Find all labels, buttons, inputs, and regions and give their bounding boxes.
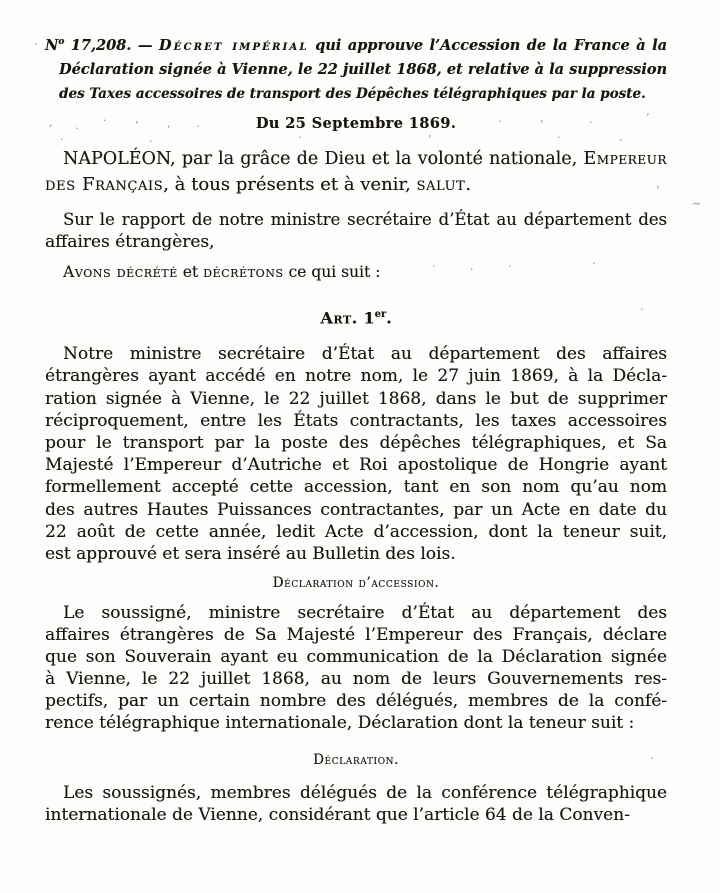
article-1-body-line: [45, 476, 667, 498]
scan-speck: ,: [49, 116, 53, 129]
accession-body-line: [45, 712, 667, 734]
article-1-body-line: [45, 521, 667, 543]
text-segment: rence télégraphique internationale, Déclaration dont la teneur suit :: [45, 713, 635, 734]
text-segment: décrétons: [203, 262, 284, 281]
scan-speck: ’: [428, 133, 432, 146]
document-content: [45, 30, 667, 826]
scan-speck: ·: [592, 257, 596, 270]
scan-speck: ’: [656, 184, 660, 197]
decree-header-line: [45, 58, 667, 82]
text-segment: affaires étrangères,: [45, 231, 215, 252]
text-segment: Art.: [320, 308, 358, 328]
scan-speck: ,: [167, 117, 171, 130]
decree-header: [45, 30, 667, 106]
text-segment: , à tous présents et à venir,: [163, 173, 417, 195]
accession-body-line: [45, 624, 667, 646]
text-segment: ration signée à Vienne, le 22 juillet 1868, dans le but de supprimer: [45, 388, 667, 409]
article-1-body: [45, 343, 667, 565]
text-segment: Notre ministre secrétaire d’État au département des affaires: [63, 344, 667, 365]
accession-body: [45, 602, 667, 734]
text-segment: N: [45, 36, 59, 54]
declaration-body-line: [45, 804, 667, 826]
text-segment: 22 août de cette année, ledit Acte d’accession, dont la teneur suit,: [45, 521, 667, 542]
declaration-body-line: [45, 782, 667, 804]
article-1-body-line: [45, 365, 667, 387]
scan-speck: ·: [557, 131, 561, 144]
accession-body-line: [45, 646, 667, 668]
scan-speck: ~: [692, 197, 702, 210]
scan-speck: ·: [34, 38, 38, 51]
accession-heading: [45, 575, 667, 592]
text-segment: que son Souverain ayant eu communication de la Déclaration signée: [45, 647, 667, 668]
text-segment: Majesté l’Empereur d’Autriche et Roi apostolique de Hongrie ayant: [45, 455, 667, 476]
text-segment: est approuvé et sera inséré au Bulletin des lois.: [45, 543, 456, 564]
text-segment: Du 25 Septembre 1869.: [255, 114, 457, 132]
text-segment: des Taxes accessoires de transport des Dépêches télégraphiques par la poste.: [59, 85, 646, 102]
text-segment: pectifs, par un certain nombre des délégués, membres de la confé-: [45, 691, 667, 712]
scan-speck: ’: [540, 118, 544, 131]
article-1-body-line: [45, 499, 667, 521]
text-segment: Empereur: [583, 148, 667, 169]
text-segment: Le soussigné, ministre secrétaire d’État au département des: [63, 603, 667, 624]
declaration-body: [45, 782, 667, 826]
text-segment: Avons décrété: [63, 262, 178, 281]
date-line: [45, 114, 667, 133]
scan-speck: ’: [135, 119, 139, 132]
accession-body-line: [45, 602, 667, 624]
scan-speck: ·: [619, 134, 623, 147]
scan-speck: ·: [298, 131, 302, 144]
text-segment: pour le transport par la poste des dépêches télégraphiques, et Sa: [45, 432, 667, 453]
text-segment: réciproquement, entre les États contractants, les taxes accessoires: [45, 410, 667, 431]
text-segment: des Français: [45, 173, 164, 195]
text-segment: affaires étrangères de Sa Majesté l’Empereur des Français, déclare: [45, 625, 667, 646]
text-segment: Déclaration.: [313, 752, 399, 769]
scan-speck: .: [75, 119, 79, 132]
decree-formula-line: [45, 262, 667, 283]
article-1-body-line: [45, 543, 667, 565]
decree-formula: [45, 262, 667, 283]
report-para-line: [45, 231, 667, 254]
text-segment: NAPOLÉON, par la grâce de Dieu et la volonté nationale,: [63, 148, 584, 169]
report-para-line: [45, 208, 667, 231]
text-segment: Déclaration d’accession.: [272, 575, 440, 592]
text-segment: 17,208. —: [64, 36, 159, 54]
text-segment: Sur le rapport de notre ministre secrétaire d’État au département des: [63, 209, 667, 229]
declaration-heading-line: [45, 752, 667, 769]
salutation: [45, 147, 667, 197]
scan-speck: ·: [650, 752, 654, 765]
accession-body-line: [45, 690, 667, 712]
text-segment: salut: [416, 173, 466, 195]
article-1-heading-line: [45, 305, 667, 328]
scan-speck: ·: [589, 116, 593, 129]
scan-speck: ·: [498, 115, 502, 128]
article-1-body-line: [45, 432, 667, 454]
text-segment: Les soussignés, membres délégués de la conférence télégraphique: [63, 783, 667, 804]
text-segment: 1: [357, 308, 375, 328]
decree-header-line: [45, 30, 667, 58]
text-segment: étrangères ayant accédé en notre nom, le 27 juin 1869, à la Décla-: [45, 366, 667, 387]
scan-speck: ·: [432, 260, 436, 273]
declaration-heading: [45, 752, 667, 769]
text-segment: o: [58, 37, 65, 47]
scan-speck: ·: [60, 133, 64, 146]
text-segment: Décret impérial: [158, 36, 309, 54]
text-segment: et: [177, 262, 204, 281]
scan-speck: ·: [640, 303, 644, 316]
scan-speck: ·: [149, 135, 153, 148]
decree-header-line: [45, 82, 667, 106]
text-segment: ce qui suit :: [283, 262, 381, 281]
text-segment: qui approuve l’Accession de la France à la: [308, 36, 667, 54]
date-line-line: [45, 114, 667, 133]
scan-speck: ·: [196, 120, 200, 133]
report-para: [45, 208, 667, 254]
accession-heading-line: [45, 575, 667, 592]
text-segment: .: [386, 308, 392, 328]
accession-body-line: [45, 668, 667, 690]
scan-speck: ·: [508, 260, 512, 273]
scan-speck: ·: [470, 263, 474, 276]
text-segment: formellement accepté cette accession, tant en son nom qu’au nom: [45, 477, 667, 498]
text-segment: à Vienne, le 22 juillet 1868, au nom de leurs Gouvernements res-: [45, 669, 667, 690]
text-segment: Déclaration signée à Vienne, le 22 juillet 1868, et relative à la suppression: [59, 60, 667, 78]
text-segment: er: [374, 308, 387, 320]
article-1-body-line: [45, 410, 667, 432]
article-1-body-line: [45, 388, 667, 410]
scan-speck: ·: [103, 114, 107, 127]
article-1-body-line: [45, 454, 667, 476]
scan-speck: ’: [646, 111, 650, 124]
text-segment: .: [465, 173, 472, 195]
text-segment: des autres Hautes Puissances contractantes, par un Acte en date du: [45, 499, 667, 520]
salutation-line: [45, 172, 667, 197]
text-segment: internationale de Vienne, considérant que l’article 64 de la Conven-: [45, 805, 630, 826]
salutation-line: [45, 147, 667, 172]
article-1-heading: [45, 305, 667, 328]
article-1-body-line: [45, 343, 667, 365]
